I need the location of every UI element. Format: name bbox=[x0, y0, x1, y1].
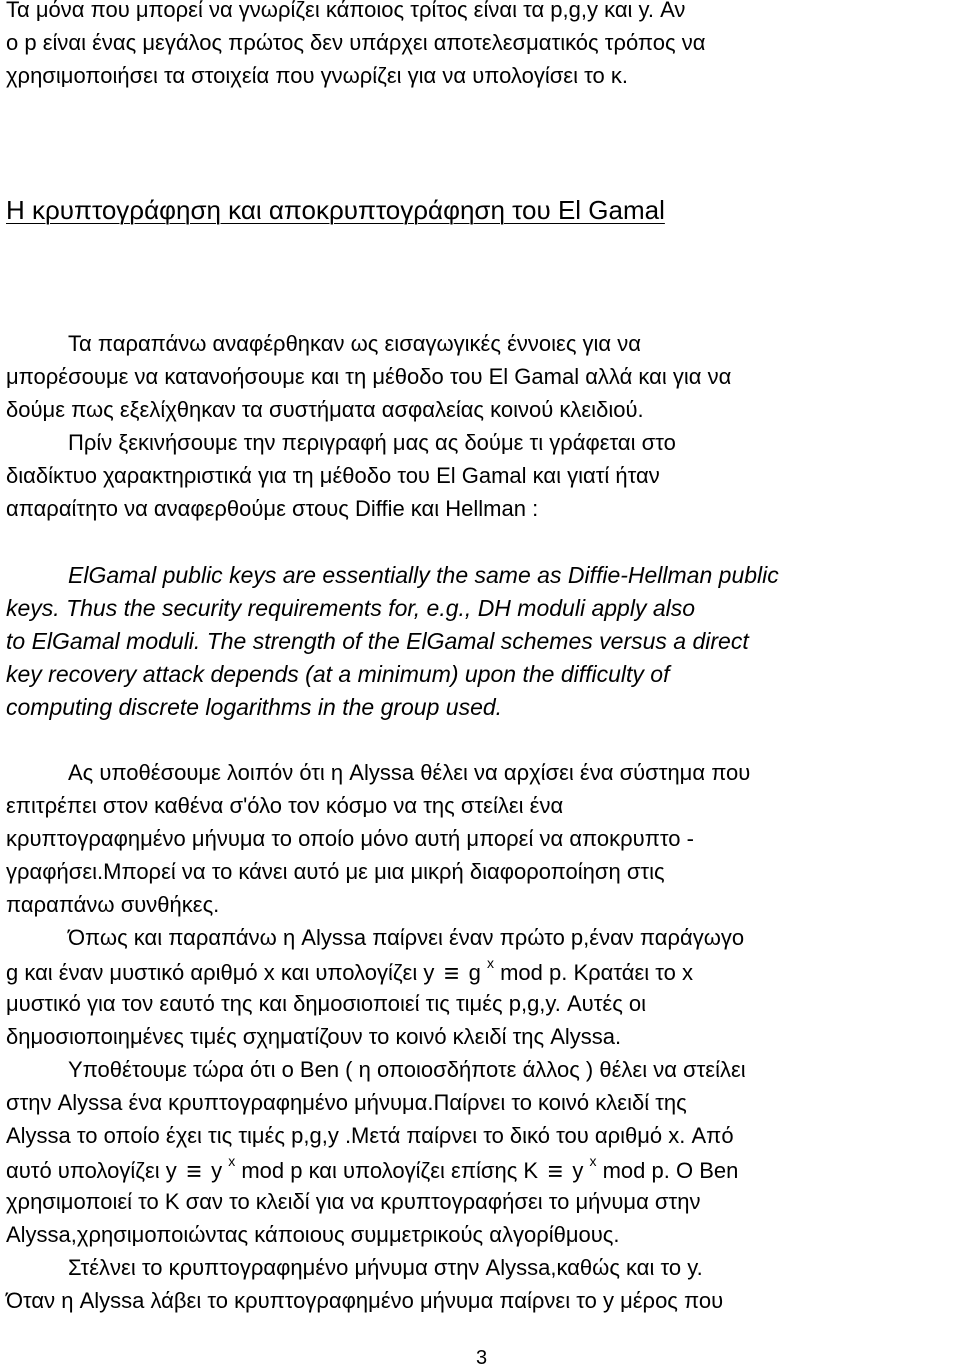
formula-text: g bbox=[468, 960, 481, 985]
formula-text: mod p. O Ben bbox=[602, 1158, 739, 1183]
formula-line bbox=[6, 1153, 738, 1189]
paragraph-line: Στέλνει το κρυπτογραφημένο μήνυμα στην Alyssa,καθώς και το y. bbox=[68, 1255, 703, 1280]
paragraph-line: Ας υποθέσουμε λοιπόν ότι η Alyssa θέλει να αρχίσει ένα σύστημα που bbox=[68, 760, 751, 785]
paragraph-line: Τα μόνα που μπορεί να γνωρίζει κάποιος τρίτος είναι τα p,g,y και y. Αν bbox=[6, 0, 686, 22]
page-number: 3 bbox=[476, 1347, 488, 1369]
paragraph-line: δούμε πως εξελίχθηκαν τα συστήματα ασφαλείας κοινού κλειδιού. bbox=[6, 397, 644, 422]
congruence-symbol: ≡ bbox=[547, 1156, 563, 1186]
section-heading: Η κρυπτογράφηση και αποκρυπτογράφηση του El Gamal bbox=[6, 195, 665, 225]
exponent: x bbox=[486, 955, 494, 971]
formula-text: mod p. Κρατάει το x bbox=[500, 960, 694, 985]
formula-line bbox=[6, 955, 693, 991]
paragraph-line: γραφήσει.Μπορεί να το κάνει αυτό με μια μικρή διαφοροποίηση στις bbox=[6, 859, 665, 884]
congruence-symbol: ≡ bbox=[443, 958, 460, 988]
paragraph-line: Όπως και παραπάνω η Alyssa παίρνει έναν πρώτο p,έναν παράγωγο bbox=[68, 925, 745, 950]
quote-line: computing discrete logarithms in the group used. bbox=[6, 694, 503, 720]
paragraph-line: επιτρέπει στον καθένα σ'όλο τον κόσμο να της στείλει ένα bbox=[6, 793, 564, 818]
paragraph-line: Alyssa,χρησιμοποιώντας κάποιους συμμετρικούς αλγορίθμους. bbox=[6, 1222, 620, 1247]
paragraph-line: κρυπτογραφημένο μήνυμα το οποίο μόνο αυτή μπορεί να αποκρυπτο - bbox=[6, 826, 694, 851]
paragraph-line: Όταν η Alyssa λάβει το κρυπτογραφημένο μήνυμα παίρνει το y μέρος που bbox=[6, 1288, 724, 1313]
quote-line: ElGamal public keys are essentially the same as Diffie-Hellman public bbox=[68, 562, 779, 588]
paragraph-line: Τα παραπάνω αναφέρθηκαν ως εισαγωγικές έννοιες για να bbox=[68, 331, 641, 356]
paragraph-line: Alyssa το οποίο έχει τις τιμές p,g,y .Μετά παίρνει το δικό του αριθμό x. Από bbox=[6, 1123, 734, 1148]
exponent: x bbox=[589, 1153, 597, 1169]
formula-text: y bbox=[211, 1158, 223, 1183]
formula-text: g και έναν μυστικό αριθμό x και υπολογίζει y bbox=[6, 960, 435, 985]
paragraph-line: παραπάνω συνθήκες. bbox=[6, 892, 220, 917]
quote-line: key recovery attack depends (at a minimum) upon the difficulty of bbox=[6, 661, 670, 687]
paragraph-line: ο p είναι ένας μεγάλος πρώτος δεν υπάρχει αποτελεσματικός τρόπος να bbox=[6, 30, 706, 55]
quote-line: to ElGamal moduli. The strength of the ElGamal schemes versus a direct bbox=[6, 628, 749, 654]
formula-text: mod p και υπολογίζει επίσης K bbox=[241, 1158, 539, 1183]
paragraph-line: δημοσιοποιημένες τιμές σχηματίζουν το κοινό κλειδί της Alyssa. bbox=[6, 1024, 622, 1049]
paragraph-line: χρησιμοποιεί το K σαν το κλειδί για να κρυπτογραφήσει το μήνυμα στην bbox=[6, 1189, 701, 1214]
paragraph-line: στην Alyssa ένα κρυπτογραφημένο μήνυμα.Παίρνει το κοινό κλειδί της bbox=[6, 1090, 687, 1115]
paragraph-line: Υποθέτουμε τώρα ότι ο Ben ( η οποιοσδήποτε άλλος ) θέλει να στείλει bbox=[68, 1057, 746, 1082]
exponent: x bbox=[228, 1153, 236, 1169]
formula-text: y bbox=[572, 1158, 584, 1183]
paragraph-line: Πρίν ξεκινήσουμε την περιγραφή μας ας δούμε τι γράφεται στο bbox=[68, 430, 676, 455]
paragraph-line: χρησιμοποιήσει τα στοιχεία που γνωρίζει για να υπολογίσει το κ. bbox=[6, 63, 628, 88]
paragraph-line: μυστικό για τον εαυτό της και δημοσιοποιεί τις τιμές p,g,y. Αυτές οι bbox=[6, 991, 647, 1016]
paragraph-line: μπορέσουμε να κατανοήσουμε και τη μέθοδο του El Gamal αλλά και για να bbox=[6, 364, 732, 389]
formula-text: αυτό υπολογίζει y bbox=[6, 1158, 177, 1183]
quote-line: keys. Thus the security requirements for, e.g., DH moduli apply also bbox=[6, 595, 696, 621]
congruence-symbol: ≡ bbox=[186, 1156, 202, 1186]
paragraph-line: διαδίκτυο χαρακτηριστικά για τη μέθοδο του El Gamal και γιατί ήταν bbox=[6, 463, 660, 488]
paragraph-line: απαραίτητο να αναφερθούμε στους Diffie και Hellman : bbox=[6, 496, 539, 521]
